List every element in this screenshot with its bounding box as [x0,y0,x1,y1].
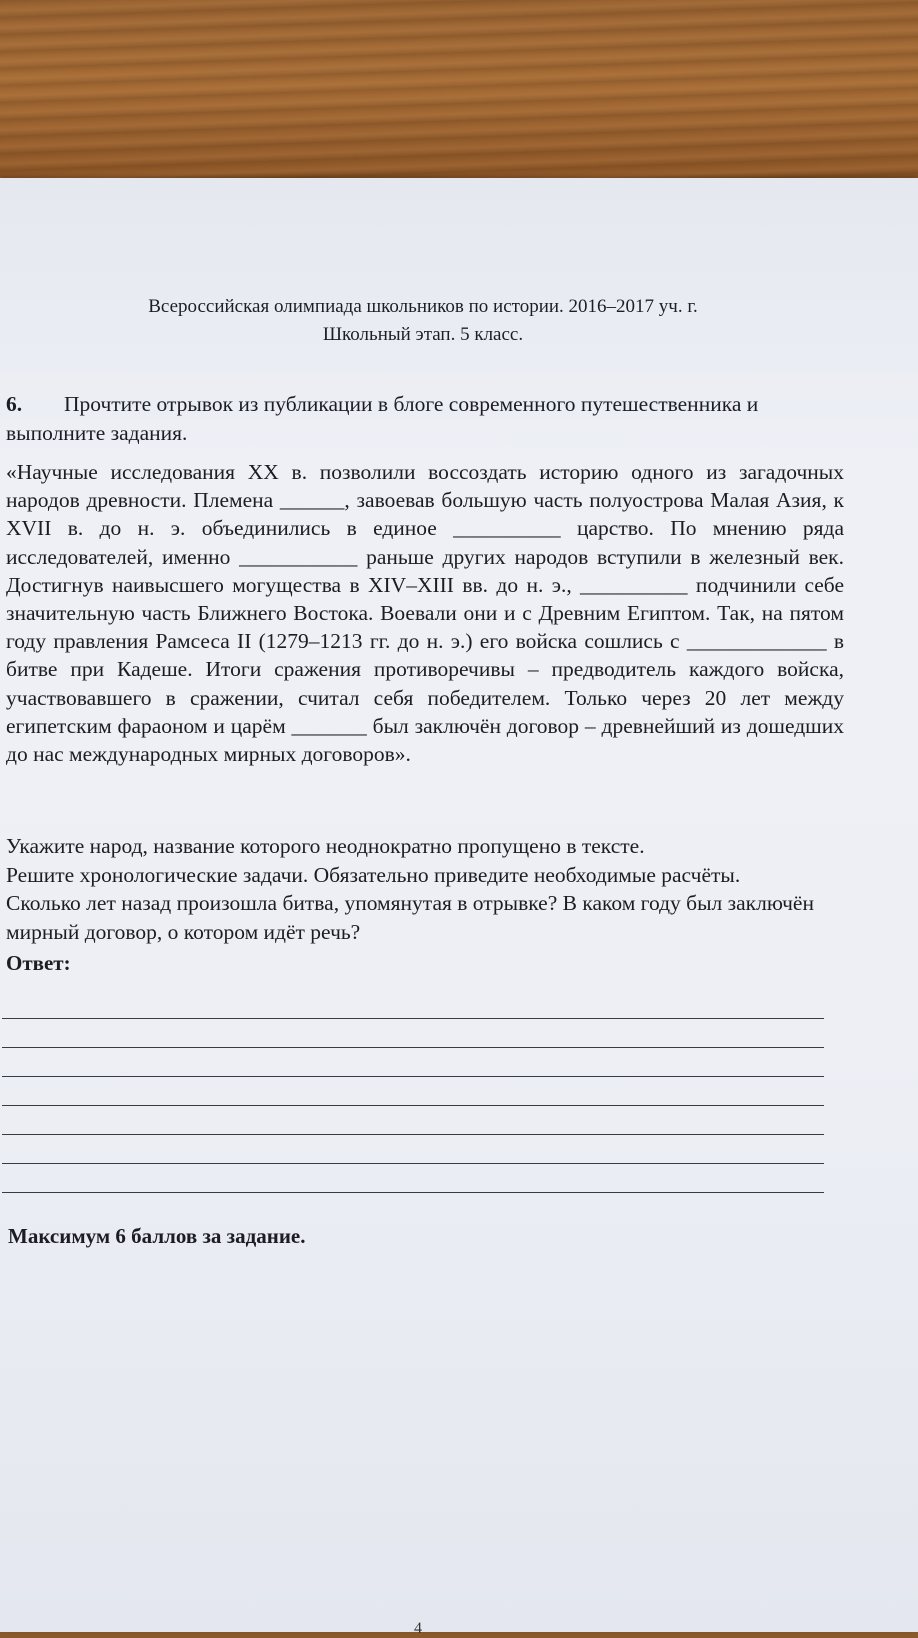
task-number: 6. [6,392,23,416]
task-instruction-text: Прочтите отрывок из публикации в блоге современного путешественника и выполните задания. [6,392,759,445]
answer-line[interactable] [2,1018,824,1019]
answer-label: Ответ: [6,951,71,975]
header-stage-grade: Школьный этап. 5 класс. [322,324,524,345]
answer-line[interactable] [2,1047,824,1048]
answer-line[interactable] [2,1134,824,1135]
header-olympiad-title: Всероссийская олимпиада школьников по истории. 2016–2017 уч. г. [148,296,698,317]
max-points-note: Максимум 6 баллов за задание. [8,1224,306,1248]
question-people: Укажите народ, название которого неоднократно пропущено в тексте. [6,834,645,858]
question-chronology: Решите хронологические задачи. Обязательно приведите необходимые расчёты. [6,862,741,887]
answer-line[interactable] [2,1192,824,1193]
answer-line[interactable] [2,1105,824,1106]
task-questions [6,832,844,946]
page-number: 4 [414,1620,422,1637]
blog-excerpt-text: «Научные исследования XX в. позволили воссоздать историю одного из загадочных народов древности. Племена ______, завоевав большую часть полуострова Малая Азия, к XVII в. до н. э. объединились в единое __________ царство. По мнению ряда исследователей, именно ___________ раньше других народов вступили в железный век. Достигнув наивысшего могущества в XIV–XIII вв. до н. э., __________ подчинили себе значительную часть Ближнего Востока. Воевали они и с Древним Египтом. Так, на пятом году правления Рамсеса II (1279–1213 гг. до н. э.) его войска сошлись с _____________ в битве при Кадеше. Итоги сражения противоречивы – предводитель каждого войска, участвовавшего в сражении, считал себя победителем. Только через 20 лет между египетским фараоном и царём _______ был заключён договор – древнейший из дошедших до нас международных мирных договоров». [6,460,844,767]
answer-line[interactable] [2,1163,824,1164]
question-battle-treaty: Сколько лет назад произошла битва, упомянутая в отрывке? В каком году был заключён мирный договор, о котором идёт речь? [6,891,814,944]
blog-excerpt [6,458,844,768]
answer-line[interactable] [2,1076,824,1077]
task-instruction [6,390,844,447]
wooden-desk [0,0,918,190]
